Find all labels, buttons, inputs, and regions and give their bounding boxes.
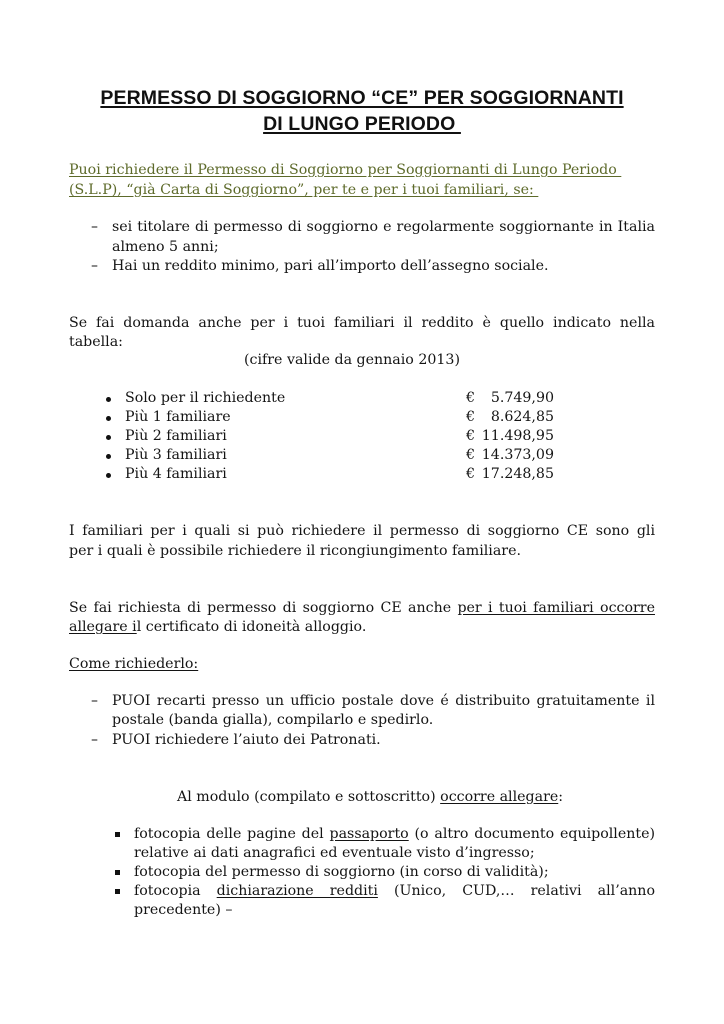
attachment-text: (Unico, CUD,… relativi all’anno — [377, 883, 655, 899]
page-title-line-1: PERMESSO DI SOGGIORNO “CE” PER SOGGIORNANTI — [100, 87, 624, 109]
page-title-line-2: DI LUNGO PERIODO — [263, 113, 461, 135]
attachment-item-3-line-2: precedente) – — [134, 902, 233, 918]
square-bullet-icon — [115, 870, 120, 875]
how-to-item-2: PUOI richiedere l’aiuto dei Patronati. — [112, 732, 381, 748]
income-row-amount: 14.373,09 — [481, 447, 554, 463]
income-row-label: Più 2 familiari — [125, 428, 227, 444]
income-row-label: Più 1 familiare — [125, 409, 231, 425]
bullet-icon — [106, 416, 111, 421]
housing-note-emphasis: allegare i — [69, 619, 137, 635]
housing-note-text: Se fai richiesta di permesso di soggiorno CE anche — [69, 600, 458, 616]
housing-note-emphasis: per i tuoi familiari occorre — [457, 600, 655, 616]
attachment-item-1-line-1 — [134, 825, 655, 844]
attachment-item-1-line-2: relative ai dati anagrafici ed eventuale visto d’ingresso; — [134, 845, 535, 861]
requirement-2: Hai un reddito minimo, pari all’importo dell’assegno sociale. — [112, 258, 549, 274]
table-intro-line-1: Se fai domanda anche per i tuoi familiari il reddito è quello indicato nella — [69, 315, 655, 331]
currency-symbol: € — [466, 466, 476, 482]
attachment-emphasis: passaporto — [329, 826, 409, 842]
how-to-item-1-line-1: PUOI recarti presso un ufficio postale dove é distribuito gratuitamente il — [112, 693, 655, 709]
attachments-intro-end: : — [558, 789, 564, 805]
attachment-item-2: fotocopia del permesso di soggiorno (in corso di validità); — [134, 864, 549, 880]
housing-note-line-2 — [69, 618, 366, 637]
income-row-amount: 8.624,85 — [490, 409, 554, 425]
dash-bullet-icon: – — [91, 693, 98, 709]
dash-bullet-icon: – — [91, 219, 98, 235]
attachment-emphasis: dichiarazione redditi — [216, 883, 378, 899]
income-row-label: Più 3 familiari — [125, 447, 227, 463]
bullet-icon — [106, 454, 111, 459]
square-bullet-icon — [115, 832, 120, 837]
table-note: (cifre valide da gennaio 2013) — [244, 352, 460, 368]
income-row-label: Più 4 familiari — [125, 466, 227, 482]
attachment-item-3-line-1 — [134, 882, 655, 901]
requirement-1-line-2: almeno 5 anni; — [112, 239, 219, 255]
table-intro-line-2: tabella: — [69, 334, 123, 350]
square-bullet-icon — [115, 889, 120, 894]
income-row-amount: 5.749,90 — [490, 390, 554, 406]
currency-symbol: € — [466, 447, 476, 463]
income-row-amount: 17.248,85 — [481, 466, 554, 482]
currency-symbol: € — [466, 409, 476, 425]
bullet-icon — [106, 435, 111, 440]
family-note-line-1: I familiari per i quali si può richiedere il permesso di soggiorno CE sono gli — [69, 523, 655, 539]
attachments-intro — [177, 788, 563, 807]
requirement-1-line-1: sei titolare di permesso di soggiorno e regolarmente soggiornante in Italia — [112, 219, 655, 235]
dash-bullet-icon: – — [91, 258, 98, 274]
currency-symbol: € — [466, 428, 476, 444]
intro-line-2: (S.L.P), “già Carta di Soggiorno”, per te e per i tuoi familiari, se: — [69, 182, 539, 198]
housing-note-line-1 — [69, 599, 655, 618]
attachment-text: (o altro documento equipollente) — [408, 826, 655, 842]
bullet-icon — [106, 397, 111, 402]
family-note-line-2: per i quali è possibile richiedere il ricongiungimento familiare. — [69, 543, 521, 559]
how-to-item-1-line-2: postale (banda gialla), compilarlo e spedirlo. — [112, 712, 434, 728]
currency-symbol: € — [466, 390, 476, 406]
how-to-heading: Come richiederlo: — [69, 656, 199, 672]
housing-note-text: l certificato di idoneità alloggio. — [136, 619, 367, 635]
attachments-intro-emphasis: occorre allegare — [440, 789, 559, 805]
income-row-label: Solo per il richiedente — [125, 390, 286, 406]
attachment-text: fotocopia — [134, 883, 217, 899]
income-row-amount: 11.498,95 — [481, 428, 554, 444]
attachment-text: fotocopia delle pagine del — [134, 826, 330, 842]
bullet-icon — [106, 473, 111, 478]
attachments-intro-text: Al modulo (compilato e sottoscritto) — [177, 789, 441, 805]
intro-line-1: Puoi richiedere il Permesso di Soggiorno per Soggiornanti di Lungo Periodo — [69, 162, 622, 178]
dash-bullet-icon: – — [91, 732, 98, 748]
